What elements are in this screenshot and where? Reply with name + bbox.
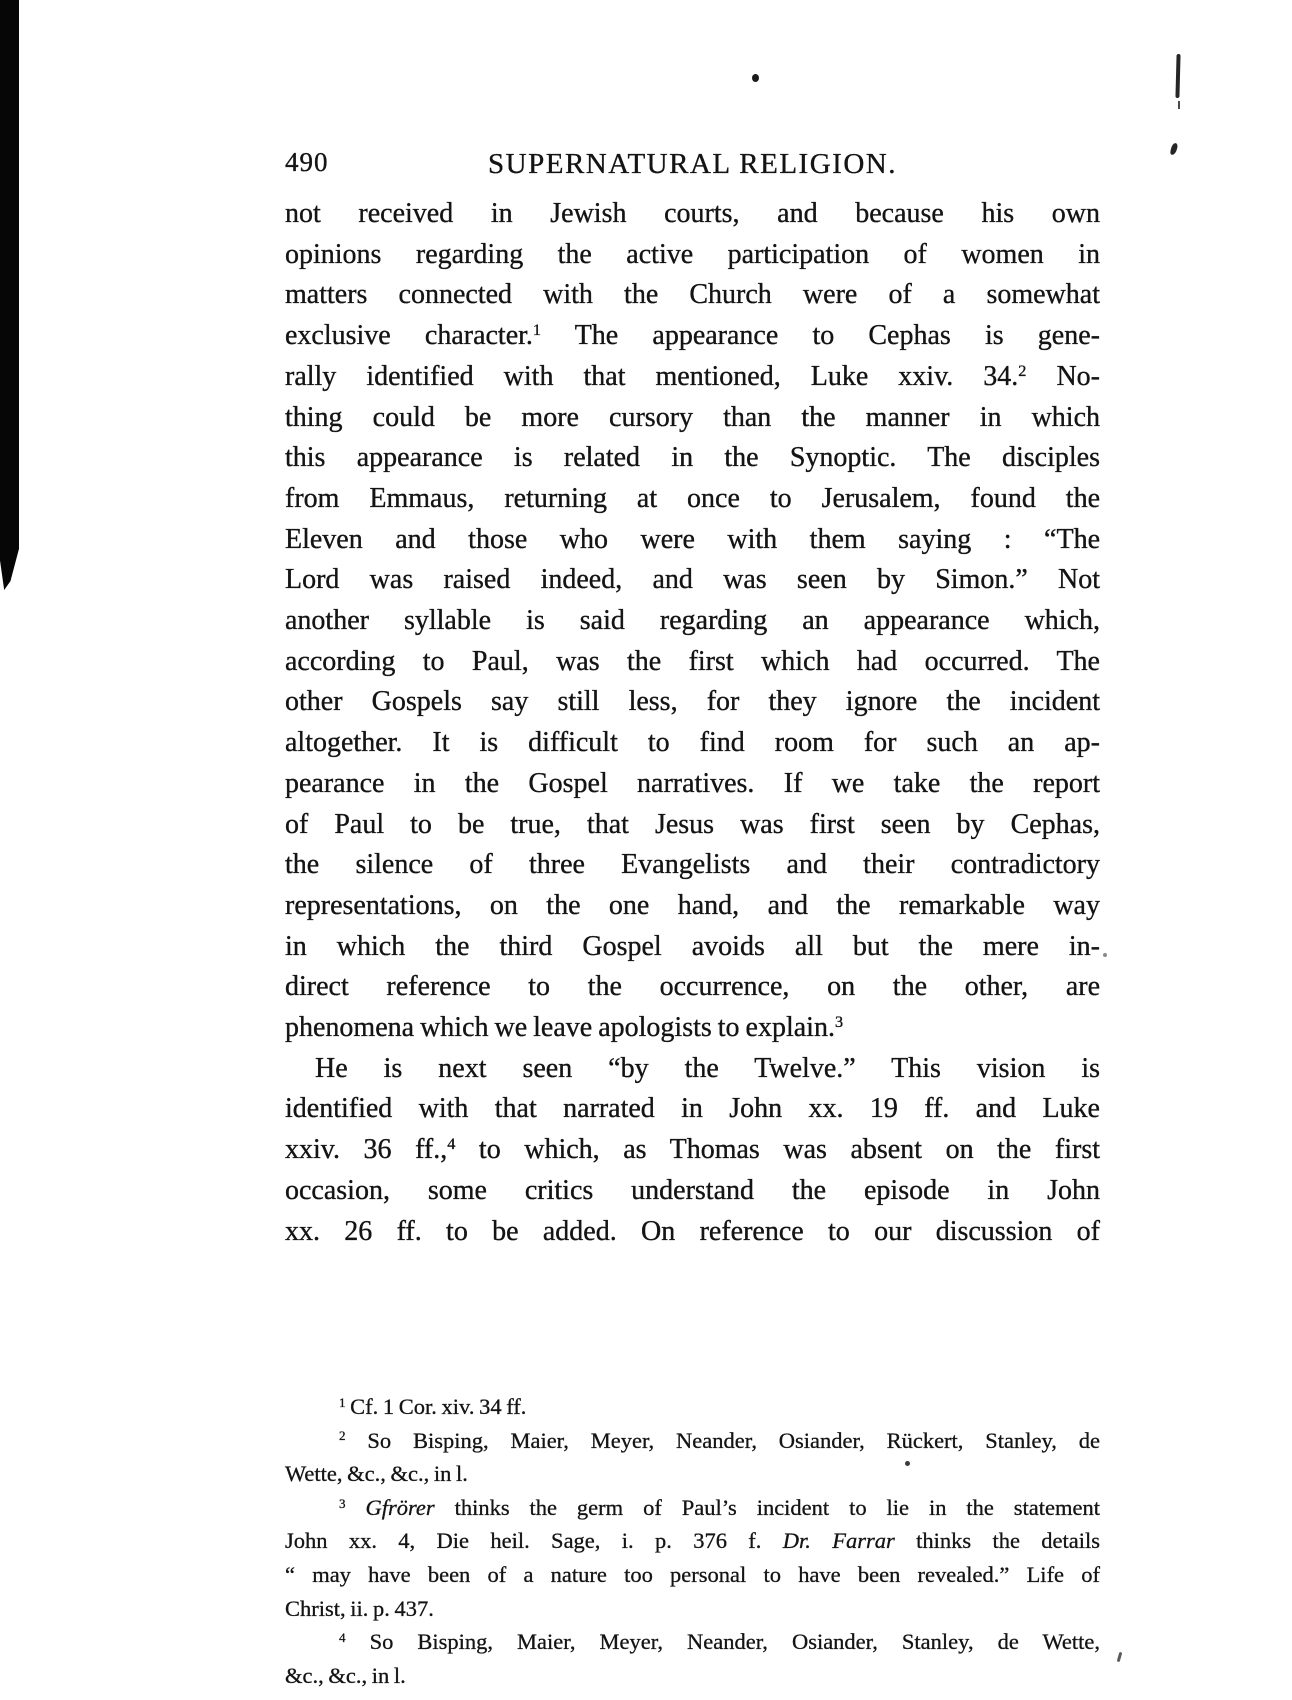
text-segment: thinks the details [894,1528,1101,1554]
text-segment: rally identified with that mentioned, Luke xxiv. 34. [285,360,1019,392]
text-segment: from Emmaus, returning at once to Jerusalem, found the [285,482,1100,514]
text-segment: xx. 26 ff. to be added. On reference to our discussion of [285,1215,1100,1247]
page-number: 490 [285,147,329,177]
footnote-line: 3 Gfrörer thinks the germ of Paul’s incident to lie in the statement [339,1494,1101,1520]
body-line [285,438,1100,479]
footnote-line: 4 So Bisping, Maier, Meyer, Neander, Osiander, Stanley, de Wette, [339,1629,1100,1655]
text-segment: not received in Jewish courts, and because his own [285,198,1100,229]
body-line [285,845,1100,886]
body-line [285,194,1100,235]
text-segment: altogether. It is difficult to find room for such an ap- [285,727,1100,759]
text-segment: another syllable is said regarding an appearance which, [285,605,1100,637]
body-line [285,1049,1100,1090]
text-segment: to which, as Thomas was absent on the first [455,1134,1101,1166]
text-segment: exclusive character. [285,320,533,352]
body-line [285,601,1100,642]
body-line: phenomena which we leave apologists to explain.3 [285,1012,844,1044]
footnote-line [285,1558,1100,1592]
text-segment: in which the third Gospel avoids all but the mere in- [285,930,1100,962]
text-segment: So Bisping, Maier, Meyer, Neander, Osiander, Stanley, de Wette, [345,1629,1100,1655]
footnote-line [285,1659,1100,1693]
scan-gutter-shadow [0,0,19,590]
footnote-line: 2 So Bisping, Maier, Meyer, Neander, Osiander, Rückert, Stanley, de [339,1427,1100,1453]
text-segment: of Paul to be true, that Jesus was first seen by Cephas, [285,808,1100,840]
text-segment: Lord was raised indeed, and was seen by Simon.” Not [285,564,1100,596]
text-segment: No- [1026,360,1100,392]
body-line: xxiv. 36 ff.,4 to which, as Thomas was absent on the first [285,1134,1101,1166]
footnote-line [285,1524,1100,1558]
text-segment: matters connected with the Church were of a somewhat [285,279,1100,311]
text-segment: The appearance to Cephas is gene- [541,320,1100,352]
scan-speck [1103,953,1107,957]
text-segment: So Bisping, Maier, Meyer, Neander, Osiander, Rückert, Stanley, de [345,1427,1100,1453]
text-segment: occasion, some critics understand the episode in John [285,1174,1100,1206]
body-line [285,642,1100,683]
text-segment: John xx. 4, Die heil. Sage, i. p. 376 f. [285,1528,783,1554]
footnote-line: 1 Cf. 1 Cor. xiv. 34 ff. [339,1394,527,1419]
text-segment: Wette, &c., &c., in l. [285,1461,468,1487]
body-line [285,886,1100,927]
text-segment: the silence of three Evangelists and their contradictory [285,849,1100,881]
text-segment: opinions regarding the active participation of women in [285,238,1100,270]
footnote-line [285,1457,1100,1491]
text-segment: identified with that narrated in John xx. 19 ff. and Luke [285,1093,1100,1125]
body-line [285,682,1100,723]
page-header [285,146,1100,182]
text-segment: Cf. 1 Cor. xiv. 34 ff. [345,1394,527,1419]
text-segment: according to Paul, was the first which had occurred. The [285,645,1100,677]
text-segment: xxiv. 36 ff., [285,1134,448,1166]
text-segment: Christ, ii. p. 437. [285,1595,434,1621]
text-segment: direct reference to the occurrence, on the other, are [285,971,1100,1003]
body-line [285,1089,1100,1130]
body-line [285,723,1100,764]
text-segment: thinks the germ of Paul’s incident to lie in the statement [434,1494,1101,1520]
body-line [285,479,1100,520]
text-segment: Gfrörer [365,1494,435,1520]
body-text [285,194,1100,1252]
text-segment [346,1495,366,1520]
body-line [285,1171,1100,1212]
text-segment: He is next seen “by the Twelve.” This vision is [315,1052,1100,1084]
body-line: rally identified with that mentioned, Luke xxiv. 34.2 No- [285,360,1100,392]
footnotes [285,1390,1100,1692]
body-line [285,764,1100,805]
body-line [285,235,1100,276]
text-segment: this appearance is related in the Synoptic. The disciples [285,442,1100,474]
body-line [285,805,1100,846]
text-segment: &c., &c., in l. [285,1662,406,1688]
body-line: exclusive character.1 The appearance to Cephas is gene- [285,320,1100,352]
text-segment: pearance in the Gospel narratives. If we take the report [285,767,1100,799]
body-line [285,520,1100,561]
scan-pen-mark [1175,54,1180,98]
text-segment: other Gospels say still less, for they ignore the incident [285,686,1100,718]
scan-speck [752,74,759,82]
text-segment: “ may have been of a nature too personal to have been revealed.” Life of [285,1561,1100,1587]
body-line [285,275,1100,316]
scan-speck [1178,101,1180,109]
running-head: SUPERNATURAL RELIGION. [488,148,897,180]
body-line [285,398,1100,439]
text-segment: representations, on the one hand, and the remarkable way [285,889,1100,921]
body-line [285,560,1100,601]
body-line [285,927,1100,968]
text-segment: phenomena which we leave apologists to explain. [285,1012,835,1044]
body-line [285,1212,1100,1253]
body-line [285,967,1100,1008]
text-segment: Eleven and those who were with them saying : “The [285,523,1100,555]
text-segment: thing could be more cursory than the manner in which [285,401,1100,433]
text-segment: Dr. Farrar [782,1528,895,1554]
scan-speck [1170,143,1178,156]
footnote-line [285,1592,1100,1626]
scan-speck [1117,1652,1123,1662]
